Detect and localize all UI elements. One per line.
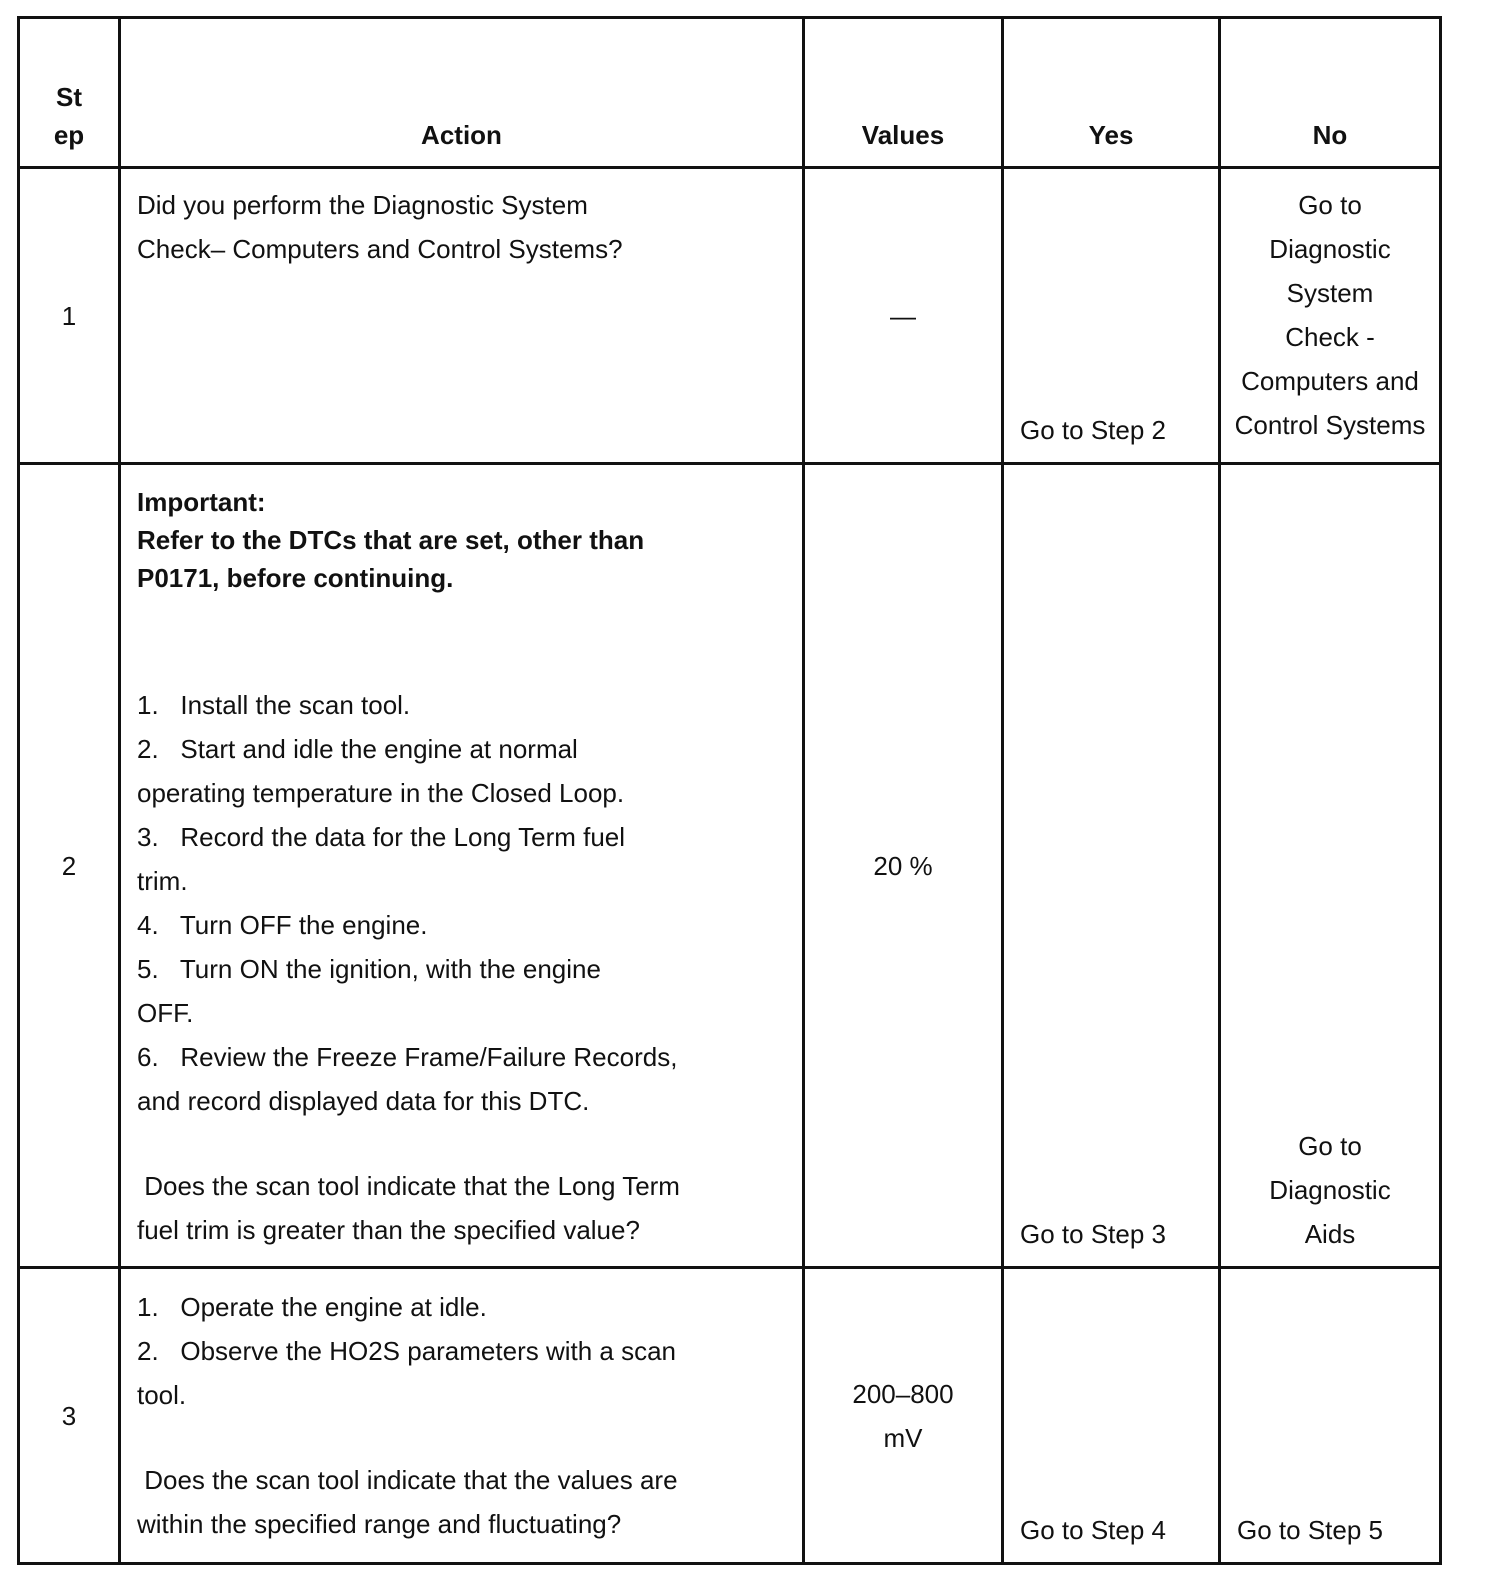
header-action <box>120 18 804 168</box>
step-number: 3 <box>61 1400 77 1431</box>
action-line: 2. Observe the HO2S parameters with a scan <box>137 1336 677 1366</box>
no-cell <box>1220 168 1441 464</box>
action-line: Check– Computers and Control Systems? <box>137 234 623 264</box>
no-line: Control Systems <box>1234 410 1426 440</box>
question-line: Does the scan tool indicate that the Long Term <box>137 1171 680 1201</box>
yes-cell <box>1003 1268 1220 1564</box>
value-text: — <box>890 300 916 331</box>
question-line: within the specified range and fluctuating? <box>137 1509 622 1539</box>
action-cell <box>120 1268 804 1564</box>
no-link[interactable] <box>1221 169 1439 447</box>
action-line: 5. Turn ON the ignition, with the engine <box>137 954 601 984</box>
no-line: System <box>1286 278 1374 308</box>
header-step <box>19 18 120 168</box>
header-action-label: Action <box>421 120 502 150</box>
step-number: 1 <box>61 300 77 331</box>
no-line: Aids <box>1304 1219 1356 1249</box>
no-cell <box>1220 464 1441 1268</box>
step-cell <box>19 464 120 1268</box>
no-line: Diagnostic <box>1269 234 1391 264</box>
no-line: Computers and <box>1241 366 1419 396</box>
action-line: tool. <box>137 1380 187 1410</box>
yes-link[interactable]: Go to Step 3 <box>1020 1219 1166 1249</box>
value-text: 200–800 <box>852 1378 954 1409</box>
header-yes-label: Yes <box>1088 120 1134 150</box>
no-line: Check - <box>1285 322 1375 352</box>
header-values <box>804 18 1003 168</box>
question-line: fuel trim is greater than the specified value? <box>137 1215 640 1245</box>
step-cell <box>19 168 120 464</box>
header-values-label: Values <box>861 120 945 150</box>
action-cell <box>120 168 804 464</box>
header-yes <box>1003 18 1220 168</box>
value-text: 20 % <box>873 850 933 881</box>
header-no-label: No <box>1312 120 1348 150</box>
yes-link[interactable]: Go to Step 2 <box>1020 415 1166 445</box>
yes-cell <box>1003 464 1220 1268</box>
action-cell <box>120 464 804 1268</box>
header-no <box>1220 18 1441 168</box>
action-line: 6. Review the Freeze Frame/Failure Records, <box>137 1042 678 1072</box>
action-line: operating temperature in the Closed Loop. <box>137 778 625 808</box>
no-line: Go to <box>1298 1131 1362 1161</box>
action-line: 1. Operate the engine at idle. <box>137 1292 487 1322</box>
action-line: Did you perform the Diagnostic System <box>137 190 588 220</box>
header-row <box>19 18 1441 168</box>
question-line: Does the scan tool indicate that the values are <box>137 1465 678 1495</box>
action-line: 1. Install the scan tool. <box>137 690 411 720</box>
important-line: Refer to the DTCs that are set, other than <box>137 525 645 555</box>
values-cell <box>804 464 1003 1268</box>
no-line: Go to <box>1298 190 1362 220</box>
yes-link[interactable]: Go to Step 4 <box>1020 1515 1166 1545</box>
header-step-line2: ep <box>53 120 85 150</box>
action-line: and record displayed data for this DTC. <box>137 1086 590 1116</box>
no-link[interactable]: Go to Step 5 <box>1237 1515 1383 1545</box>
table-row-step-1 <box>19 168 1441 464</box>
table-row-step-2 <box>19 464 1441 1268</box>
values-cell <box>804 168 1003 464</box>
step-cell <box>19 1268 120 1564</box>
action-line: 4. Turn OFF the engine. <box>137 910 428 940</box>
no-link[interactable] <box>1221 1124 1439 1256</box>
action-line: trim. <box>137 866 188 896</box>
step-number: 2 <box>61 850 77 881</box>
table-row-step-3 <box>19 1268 1441 1564</box>
action-line: 3. Record the data for the Long Term fuel <box>137 822 626 852</box>
no-line: Diagnostic <box>1269 1175 1391 1205</box>
action-line: 2. Start and idle the engine at normal <box>137 734 578 764</box>
value-unit: mV <box>883 1422 923 1453</box>
important-label: Important: <box>137 487 266 517</box>
diagnostic-table <box>17 16 1442 1565</box>
header-step-line1: St <box>56 82 82 112</box>
values-cell <box>804 1268 1003 1564</box>
yes-cell <box>1003 168 1220 464</box>
action-line: OFF. <box>137 998 194 1028</box>
no-cell <box>1220 1268 1441 1564</box>
important-line: P0171, before continuing. <box>137 563 454 593</box>
